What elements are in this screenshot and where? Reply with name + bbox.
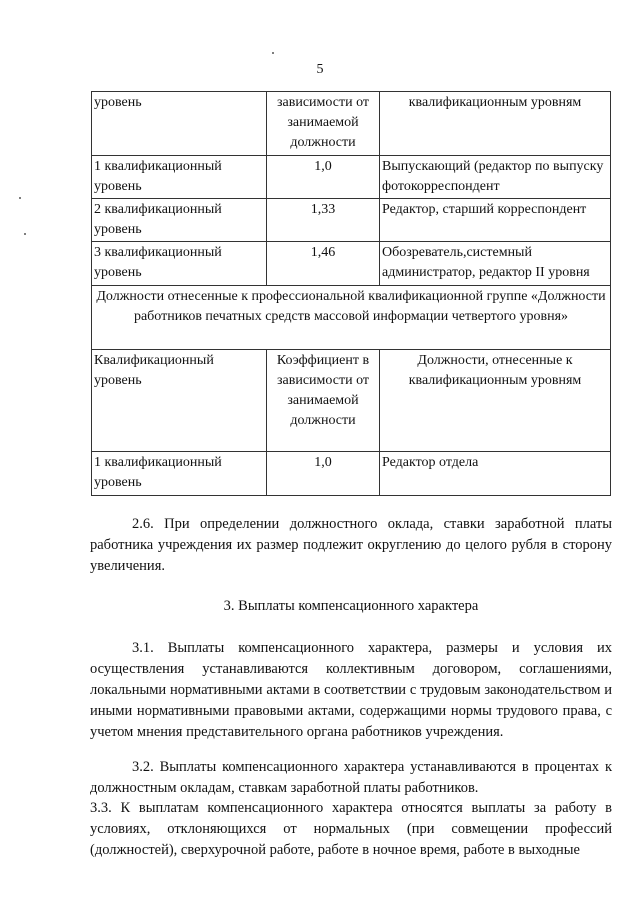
- table-cell: 2 квалификационный уровень: [92, 199, 267, 242]
- table-cell: 3 квалификационный уровень: [92, 242, 267, 286]
- table-cell: 1 квалификационный уровень: [92, 156, 267, 199]
- paragraph-2-6: 2.6. При определении должностного оклада, ставки заработной платы работника учреждения их размер подлежит округлению до целого рубля в сторону увеличения.: [90, 516, 612, 574]
- table-row: [92, 199, 611, 242]
- table-header-cell: Квалификационный уровень: [92, 350, 267, 452]
- table-row: [92, 92, 611, 156]
- scan-speck: [19, 197, 21, 199]
- table-cell: Редактор, старший корреспондент: [380, 199, 611, 242]
- table-header-row: [92, 350, 611, 452]
- table-header-cell: Коэффициент в зависимости от занимаемой должности: [267, 350, 380, 452]
- paragraph-3-2: 3.2. Выплаты компенсационного характера устанавливаются в процентах к должностным окладам, ставкам заработной платы работников.: [90, 759, 612, 796]
- scan-speck: [272, 52, 274, 54]
- table-cell: 1,0: [267, 156, 380, 199]
- table-cell: 1 квалификационный уровень: [92, 452, 267, 496]
- paragraph-3-3: 3.3. К выплатам компенсационного характера относятся выплаты за работу в условиях, отклоняющихся от нормальных (при совмещении профессий (должностей), сверхурочной работе, работе в ночное время, работе в выходные: [90, 800, 612, 858]
- section-3-title: 3. Выплаты компенсационного характера: [223, 598, 479, 614]
- table-cell: Обозреватель,системный администратор, редактор II уровня: [380, 242, 611, 286]
- table-row: [92, 242, 611, 286]
- paragraph-3-1: 3.1. Выплаты компенсационного характера, размеры и условия их осуществления устанавливаются коллективным договором, соглашениями, локальными нормативными актами в соответствии с трудовым законодательством и иными нормативными правовыми актами, содержащими нормы трудового права, с учетом мнения представительного органа работников учреждения.: [90, 640, 612, 740]
- table-cell: зависимости от занимаемой должности: [267, 92, 380, 156]
- table-row: [92, 452, 611, 496]
- qualification-table: [91, 91, 611, 496]
- table-cell: 1,46: [267, 242, 380, 286]
- table-cell: Редактор отдела: [380, 452, 611, 496]
- table-cell: уровень: [92, 92, 267, 156]
- table-row: [92, 156, 611, 199]
- group-title-cell: Должности отнесенные к профессиональной квалификационной группе «Должности работников печатных средств массовой информации четвертого уровня»: [92, 286, 611, 350]
- table-cell: 1,0: [267, 452, 380, 496]
- page-number: 5: [316, 62, 324, 77]
- table-cell: 1,33: [267, 199, 380, 242]
- table-cell: Выпускающий (редактор по выпуску фотокорреспондент: [380, 156, 611, 199]
- table-row: [92, 286, 611, 350]
- scan-speck: [24, 233, 26, 235]
- table-header-cell: Должности, отнесенные к квалификационным уровням: [380, 350, 611, 452]
- table-cell: квалификационным уровням: [380, 92, 611, 156]
